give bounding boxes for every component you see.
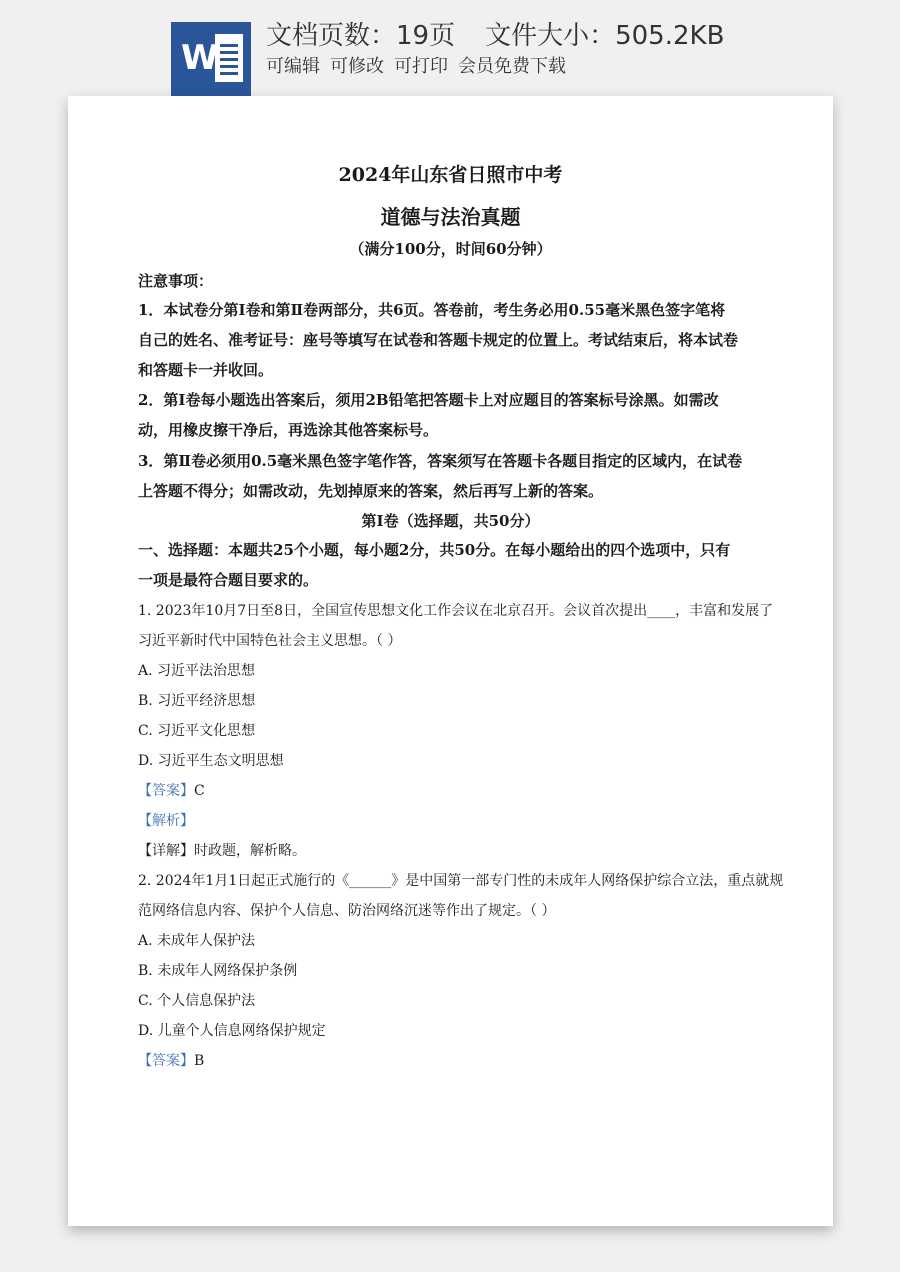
- notice-line: 自己的姓名、准考证号：座号等填写在试卷和答题卡规定的位置上。考试结束后，将本试卷: [138, 331, 739, 349]
- answer-tag: 【答案】: [138, 1053, 194, 1069]
- question-1-option-b: B. 习近平经济思想: [138, 693, 256, 709]
- answer-tag: 【答案】: [138, 783, 194, 799]
- file-info: [266, 18, 724, 54]
- question-1-detail: 【详解】时政题，解析略。: [138, 843, 306, 859]
- feature-item: 可修改: [330, 56, 384, 77]
- feature-item: 可打印: [394, 56, 448, 77]
- word-icon-letter: W: [181, 38, 219, 78]
- question-2-stem: 2. 2024年1月1日起正式施行的《______》是中国第一部专门性的未成年人网络保护综合立法，重点就规: [138, 873, 784, 889]
- part-instruction: 一项是最符合题目要求的。: [138, 571, 319, 589]
- question-2-option-d: D. 儿童个人信息网络保护规定: [138, 1023, 326, 1039]
- question-2-option-a: A. 未成年人保护法: [138, 933, 256, 949]
- part-instruction: 一、选择题：本题共25个小题，每小题2分，共50分。在每小题给出的四个选项中，只有: [138, 541, 731, 559]
- question-1-option-d: D. 习近平生态文明思想: [138, 753, 284, 769]
- question-1-analysis-tag: 【解析】: [138, 813, 194, 829]
- question-2-stem: 范网络信息内容、保护个人信息、防治网络沉迷等作出了规定。（ ）: [138, 903, 556, 919]
- feature-list: [266, 54, 576, 80]
- feature-item: 可编辑: [266, 56, 320, 77]
- question-1-stem: 习近平新时代中国特色社会主义思想。（ ）: [138, 633, 402, 649]
- notice-line: 和答题卡一并收回。: [138, 361, 274, 379]
- answer-value: C: [194, 783, 205, 799]
- exam-subject: 道德与法治真题: [380, 205, 521, 229]
- section-heading: 第Ⅰ卷（选择题，共50分）: [361, 512, 540, 530]
- notice-line: 2．第Ⅰ卷每小题选出答案后，须用2B铅笔把答题卡上对应题目的答案标号涂黑。如需改: [138, 391, 719, 409]
- feature-item: 会员免费下载: [458, 56, 566, 77]
- document-page: [68, 96, 833, 1226]
- question-1-option-c: C. 习近平文化思想: [138, 723, 256, 739]
- file-size: 文件大小：505.2KB: [485, 21, 725, 51]
- question-2-answer: [138, 1051, 763, 1071]
- notice-line: 动，用橡皮擦干净后，再选涂其他答案标号。: [138, 421, 439, 439]
- question-1-stem: 1. 2023年10月7日至8日，全国宣传思想文化工作会议在北京召开。会议首次提出____，丰富和发展了: [138, 603, 774, 619]
- notice-line: 3．第Ⅱ卷必须用0.5毫米黑色签字笔作答，答案须写在答题卡各题目指定的区域内，在试卷: [138, 452, 743, 470]
- answer-value: B: [194, 1053, 205, 1069]
- question-1-answer: [138, 781, 763, 801]
- word-document-icon: [171, 22, 251, 96]
- notice-heading: 注意事项：: [138, 272, 214, 290]
- question-2-option-b: B. 未成年人网络保护条例: [138, 963, 298, 979]
- exam-meta: （满分100分，时间60分钟）: [349, 240, 552, 258]
- page-count: 文档页数：19页: [266, 21, 456, 51]
- notice-line: 1．本试卷分第Ⅰ卷和第Ⅱ卷两部分，共6页。答卷前，考生务必用0.55毫米黑色签字笔将: [138, 301, 726, 319]
- question-1-option-a: A. 习近平法治思想: [138, 663, 256, 679]
- header-banner: [0, 0, 900, 96]
- exam-title: 2024年山东省日照市中考: [338, 164, 563, 186]
- notice-line: 上答题不得分；如需改动，先划掉原来的答案，然后再写上新的答案。: [138, 482, 604, 500]
- question-2-option-c: C. 个人信息保护法: [138, 993, 256, 1009]
